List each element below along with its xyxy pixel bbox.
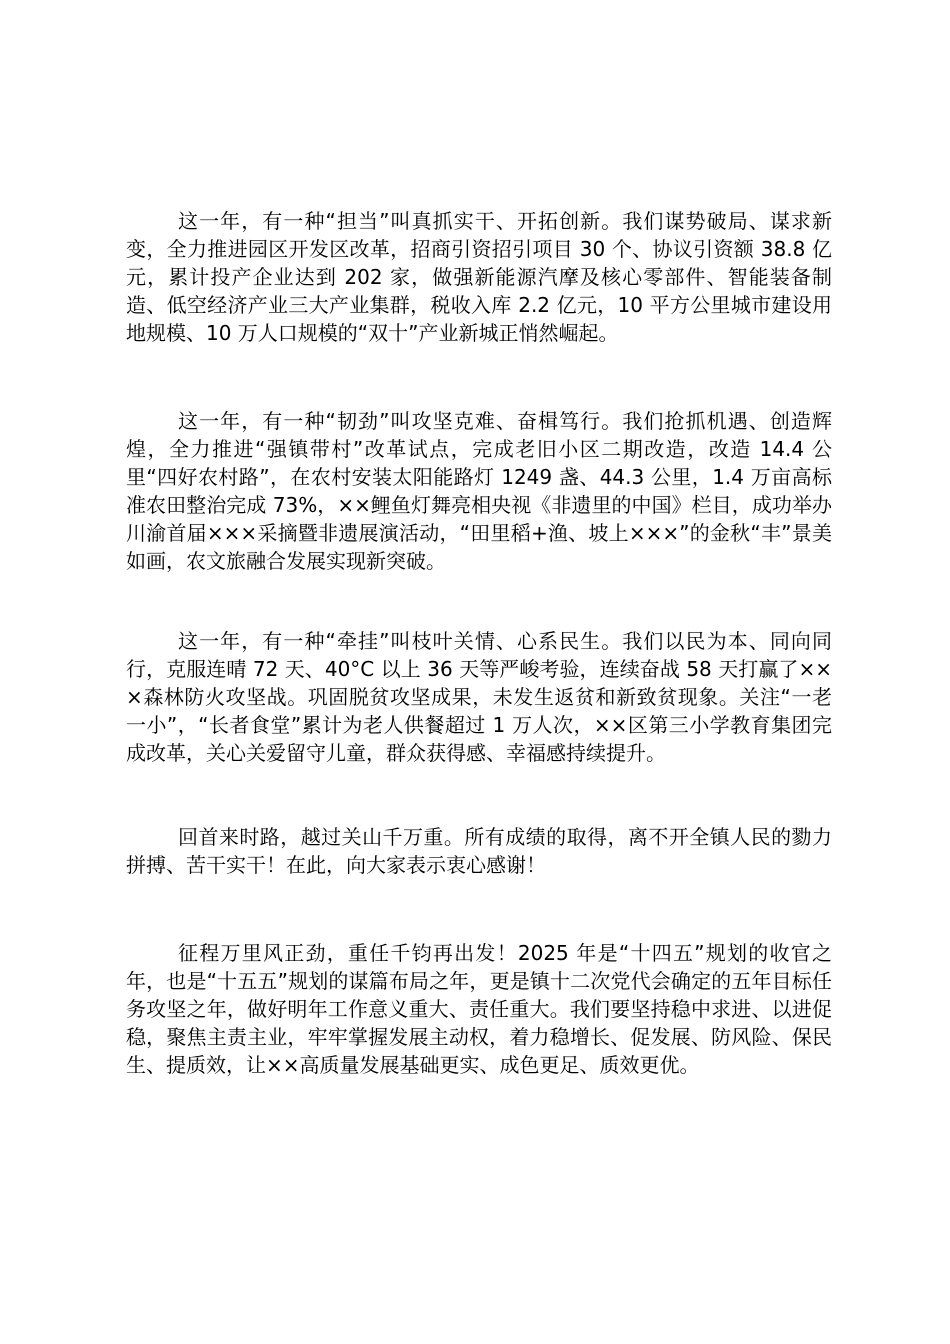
paragraph-gratitude: 回首来时路，越过关山千万重。所有成绩的取得，离不开全镇人民的勠力拼搏、苦干实干！在此，向大家表示衷心感谢！ <box>126 825 832 877</box>
paragraph-responsibility: 这一年，有一种“担当”叫真抓实干、开拓创新。我们谋势破局、谋求新变，全力推进园区开发区改革，招商引资招引项目 30 个、协议引资额 38.8 亿元，累计投产企业达到 202 家，做强新能源汽摩及核心零部件、智能装备制造、低空经济产业三大产业集群，税收入库 2.2 亿元，10 平方公里城市建设用地规模、10 万人口规模的“双十”产业新城正悄然崛起。 <box>126 209 832 345</box>
paragraph-outlook-2025: 征程万里风正劲，重任千钧再出发！2025 年是“十四五”规划的收官之年，也是“十五五”规划的谋篇布局之年，更是镇十二次党代会确定的五年目标任务攻坚之年，做好明年工作意义重大、责任重大。我们要坚持稳中求进、以进促稳，聚焦主责主业，牢牢掌握发展主动权，着力稳增长、促发展、防风险、保民生、提质效，让××高质量发展基础更实、成色更足、质效更优。 <box>126 941 832 1077</box>
paragraph-resilience: 这一年，有一种“韧劲”叫攻坚克难、奋楫笃行。我们抢抓机遇、创造辉煌，全力推进“强镇带村”改革试点，完成老旧小区二期改造，改造 14.4 公里“四好农村路”，在农村安装太阳能路灯 1249 盏、44.3 公里，1.4 万亩高标准农田整治完成 73%，××鲤鱼灯舞亮相央视《非遗里的中国》栏目，成功举办川渝首届×××采摘暨非遗展演活动，“田里稻+渔、坡上×××”的金秋“丰”景美如画，农文旅融合发展实现新突破。 <box>126 409 832 573</box>
paragraph-livelihood: 这一年，有一种“牵挂”叫枝叶关情、心系民生。我们以民为本、同向同行，克服连晴 72 天、40°C 以上 36 天等严峻考验，连续奋战 58 天打赢了×××森林防火攻坚战。巩固脱贫攻坚成果，未发生返贫和新致贫现象。关注“一老一小”，“长者食堂”累计为老人供餐超过 1 万人次，××区第三小学教育集团完成改革，关心关爱留守儿童，群众获得感、幸福感持续提升。 <box>126 629 832 765</box>
